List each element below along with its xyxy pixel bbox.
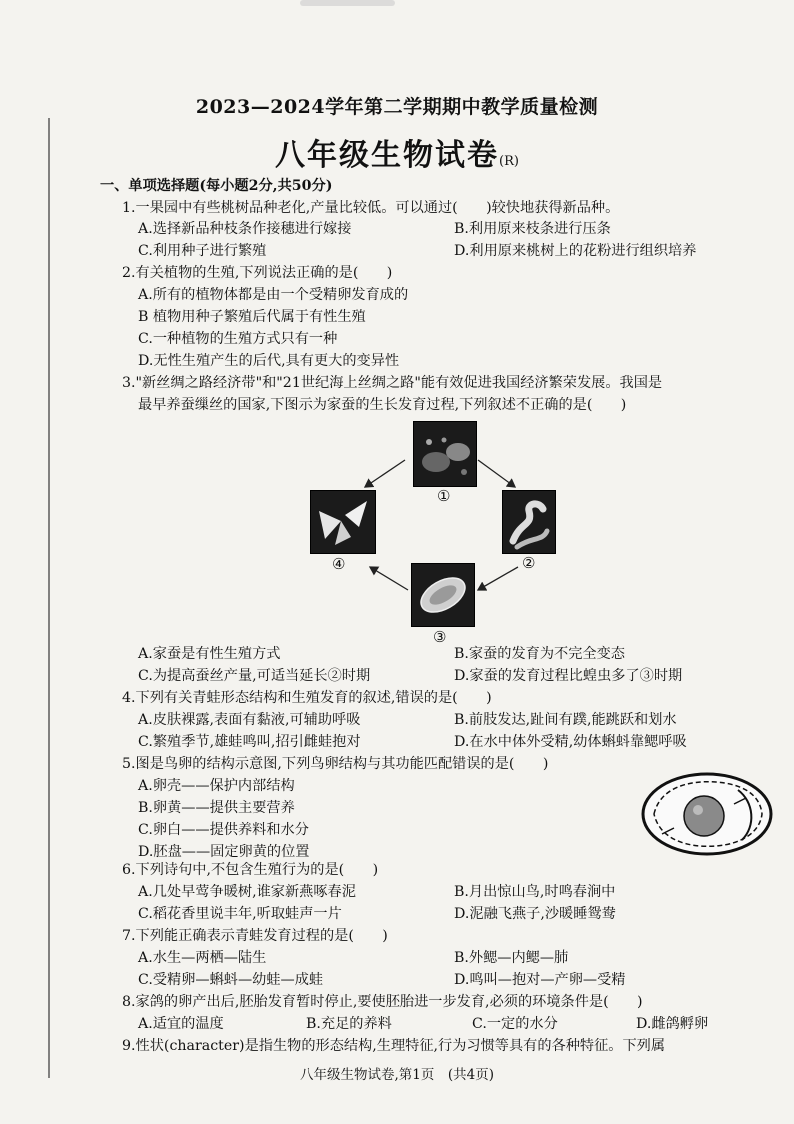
q6-option-c: C.稻花香里说丰年,听取蛙声一片	[138, 906, 342, 922]
stage-2-larva-photo	[502, 490, 556, 554]
q6-stem: 6.下列诗句中,不包含生殖行为的是( )	[122, 862, 379, 878]
q1-stem: 1.一果园中有些桃树品种老化,产量比较低。可以通过( )较快地获得新品种。	[122, 200, 620, 216]
version-mark: (R)	[499, 154, 519, 169]
q3-option-b: B.家蚕的发育为不完全变态	[454, 646, 625, 662]
q5-option-d: D.胚盘——固定卵黄的位置	[138, 844, 310, 860]
stage-label-1: ①	[437, 487, 451, 505]
stage-label-3: ③	[433, 628, 447, 646]
q5-stem: 5.图是鸟卵的结构示意图,下列鸟卵结构与其功能匹配错误的是( )	[122, 756, 549, 772]
q2-option-d: D.无性生殖产生的后代,具有更大的变异性	[138, 353, 400, 369]
q3-option-d: D.家蚕的发育过程比蝗虫多了③时期	[454, 668, 683, 684]
q1-option-d: D.利用原来桃树上的花粉进行组织培养	[454, 243, 697, 259]
stage-4-moth-photo	[310, 490, 376, 554]
q3-stem-line2: 最早养蚕缫丝的国家,下图示为家蚕的生长发育过程,下列叙述不正确的是( )	[138, 397, 627, 413]
q8-option-c: C.一定的水分	[472, 1016, 558, 1032]
q2-option-c: C.一种植物的生殖方式只有一种	[138, 331, 338, 347]
exam-subject-title	[0, 130, 794, 174]
q8-option-b: B.充足的养料	[306, 1016, 392, 1032]
q4-option-a: A.皮肤裸露,表面有黏液,可辅助呼吸	[138, 712, 361, 728]
stage-3-pupa-photo	[411, 563, 475, 627]
germinal-disc	[693, 805, 703, 815]
stage-label-4: ④	[332, 555, 346, 573]
binding-margin-line	[48, 118, 50, 1078]
exam-title: 2023—2024学年第二学期期中教学质量检测	[195, 96, 599, 118]
q1-option-a: A.选择新品种枝条作接穗进行嫁接	[138, 221, 352, 237]
q8-option-a: A.适宜的温度	[138, 1016, 224, 1032]
q2-option-a: A.所有的植物体都是由一个受精卵发育成的	[138, 287, 409, 303]
arrow-4-to-1	[365, 460, 405, 487]
q3-stem-line1: 3."新丝绸之路经济带"和"21世纪海上丝绸之路"能有效促进我国经济繁荣发展。我国是	[122, 375, 663, 391]
q7-option-d: D.鸣叫—抱对—产卵—受精	[454, 972, 626, 988]
q4-option-d: D.在水中体外受精,幼体蝌蚪靠鳃呼吸	[454, 734, 687, 750]
q7-stem: 7.下列能正确表示青蛙发育过程的是( )	[122, 928, 388, 944]
page-footer: 八年级生物试卷,第1页 (共4页)	[299, 1067, 494, 1083]
q9-stem: 9.性状(character)是指生物的形态结构,生理特征,行为习惯等具有的各种特征。下列属	[122, 1038, 666, 1054]
q5-option-a: A.卵壳——保护内部结构	[138, 778, 295, 794]
q1-option-b: B.利用原来枝条进行压条	[454, 221, 611, 237]
q1-option-c: C.利用种子进行繁殖	[138, 243, 267, 259]
arrow-3-to-4	[370, 567, 408, 590]
q7-option-c: C.受精卵—蝌蚪—幼蛙—成蛙	[138, 972, 324, 988]
q2-option-b: B 植物用种子繁殖后代属于有性生殖	[138, 309, 366, 325]
stage-label-2: ②	[522, 554, 536, 572]
q6-option-b: B.月出惊山鸟,时鸣春涧中	[454, 884, 616, 900]
q6-option-d: D.泥融飞燕子,沙暖睡鸳鸯	[454, 906, 616, 922]
q8-option-d: D.雌鸽孵卵	[636, 1016, 709, 1032]
q4-stem: 4.下列有关青蛙形态结构和生殖发育的叙述,错误的是( )	[122, 690, 492, 706]
q7-option-a: A.水生—两栖—陆生	[138, 950, 267, 966]
q4-option-c: C.繁殖季节,雄蛙鸣叫,招引雌蛙抱对	[138, 734, 361, 750]
stage-1-eggs-photo	[413, 421, 477, 487]
egg-yolk	[684, 796, 724, 836]
section-heading: 一、单项选择题(每小题2分,共50分)	[100, 178, 333, 194]
q2-stem: 2.有关植物的生殖,下列说法正确的是( )	[122, 265, 393, 281]
q5-option-b: B.卵黄——提供主要营养	[138, 800, 295, 816]
q3-option-c: C.为提高蚕丝产量,可适当延长②时期	[138, 668, 371, 684]
bird-egg-diagram	[638, 768, 776, 860]
q8-stem: 8.家鸽的卵产出后,胚胎发育暂时停止,要使胚胎进一步发育,必须的环境条件是( )	[122, 994, 643, 1010]
q3-option-a: A.家蚕是有性生殖方式	[138, 646, 281, 662]
q5-option-c: C.卵白——提供养料和水分	[138, 822, 309, 838]
q4-option-b: B.前肢发达,趾间有蹼,能跳跃和划水	[454, 712, 677, 728]
q6-option-a: A.几处早莺争暖树,谁家新燕啄春泥	[138, 884, 356, 900]
subject-text: 八年级生物试卷	[275, 138, 500, 173]
arrow-2-to-3	[478, 567, 518, 590]
q7-option-b: B.外鳃—内鳃—肺	[454, 950, 569, 966]
arrow-1-to-2	[478, 460, 515, 487]
scan-smudge	[300, 0, 395, 6]
